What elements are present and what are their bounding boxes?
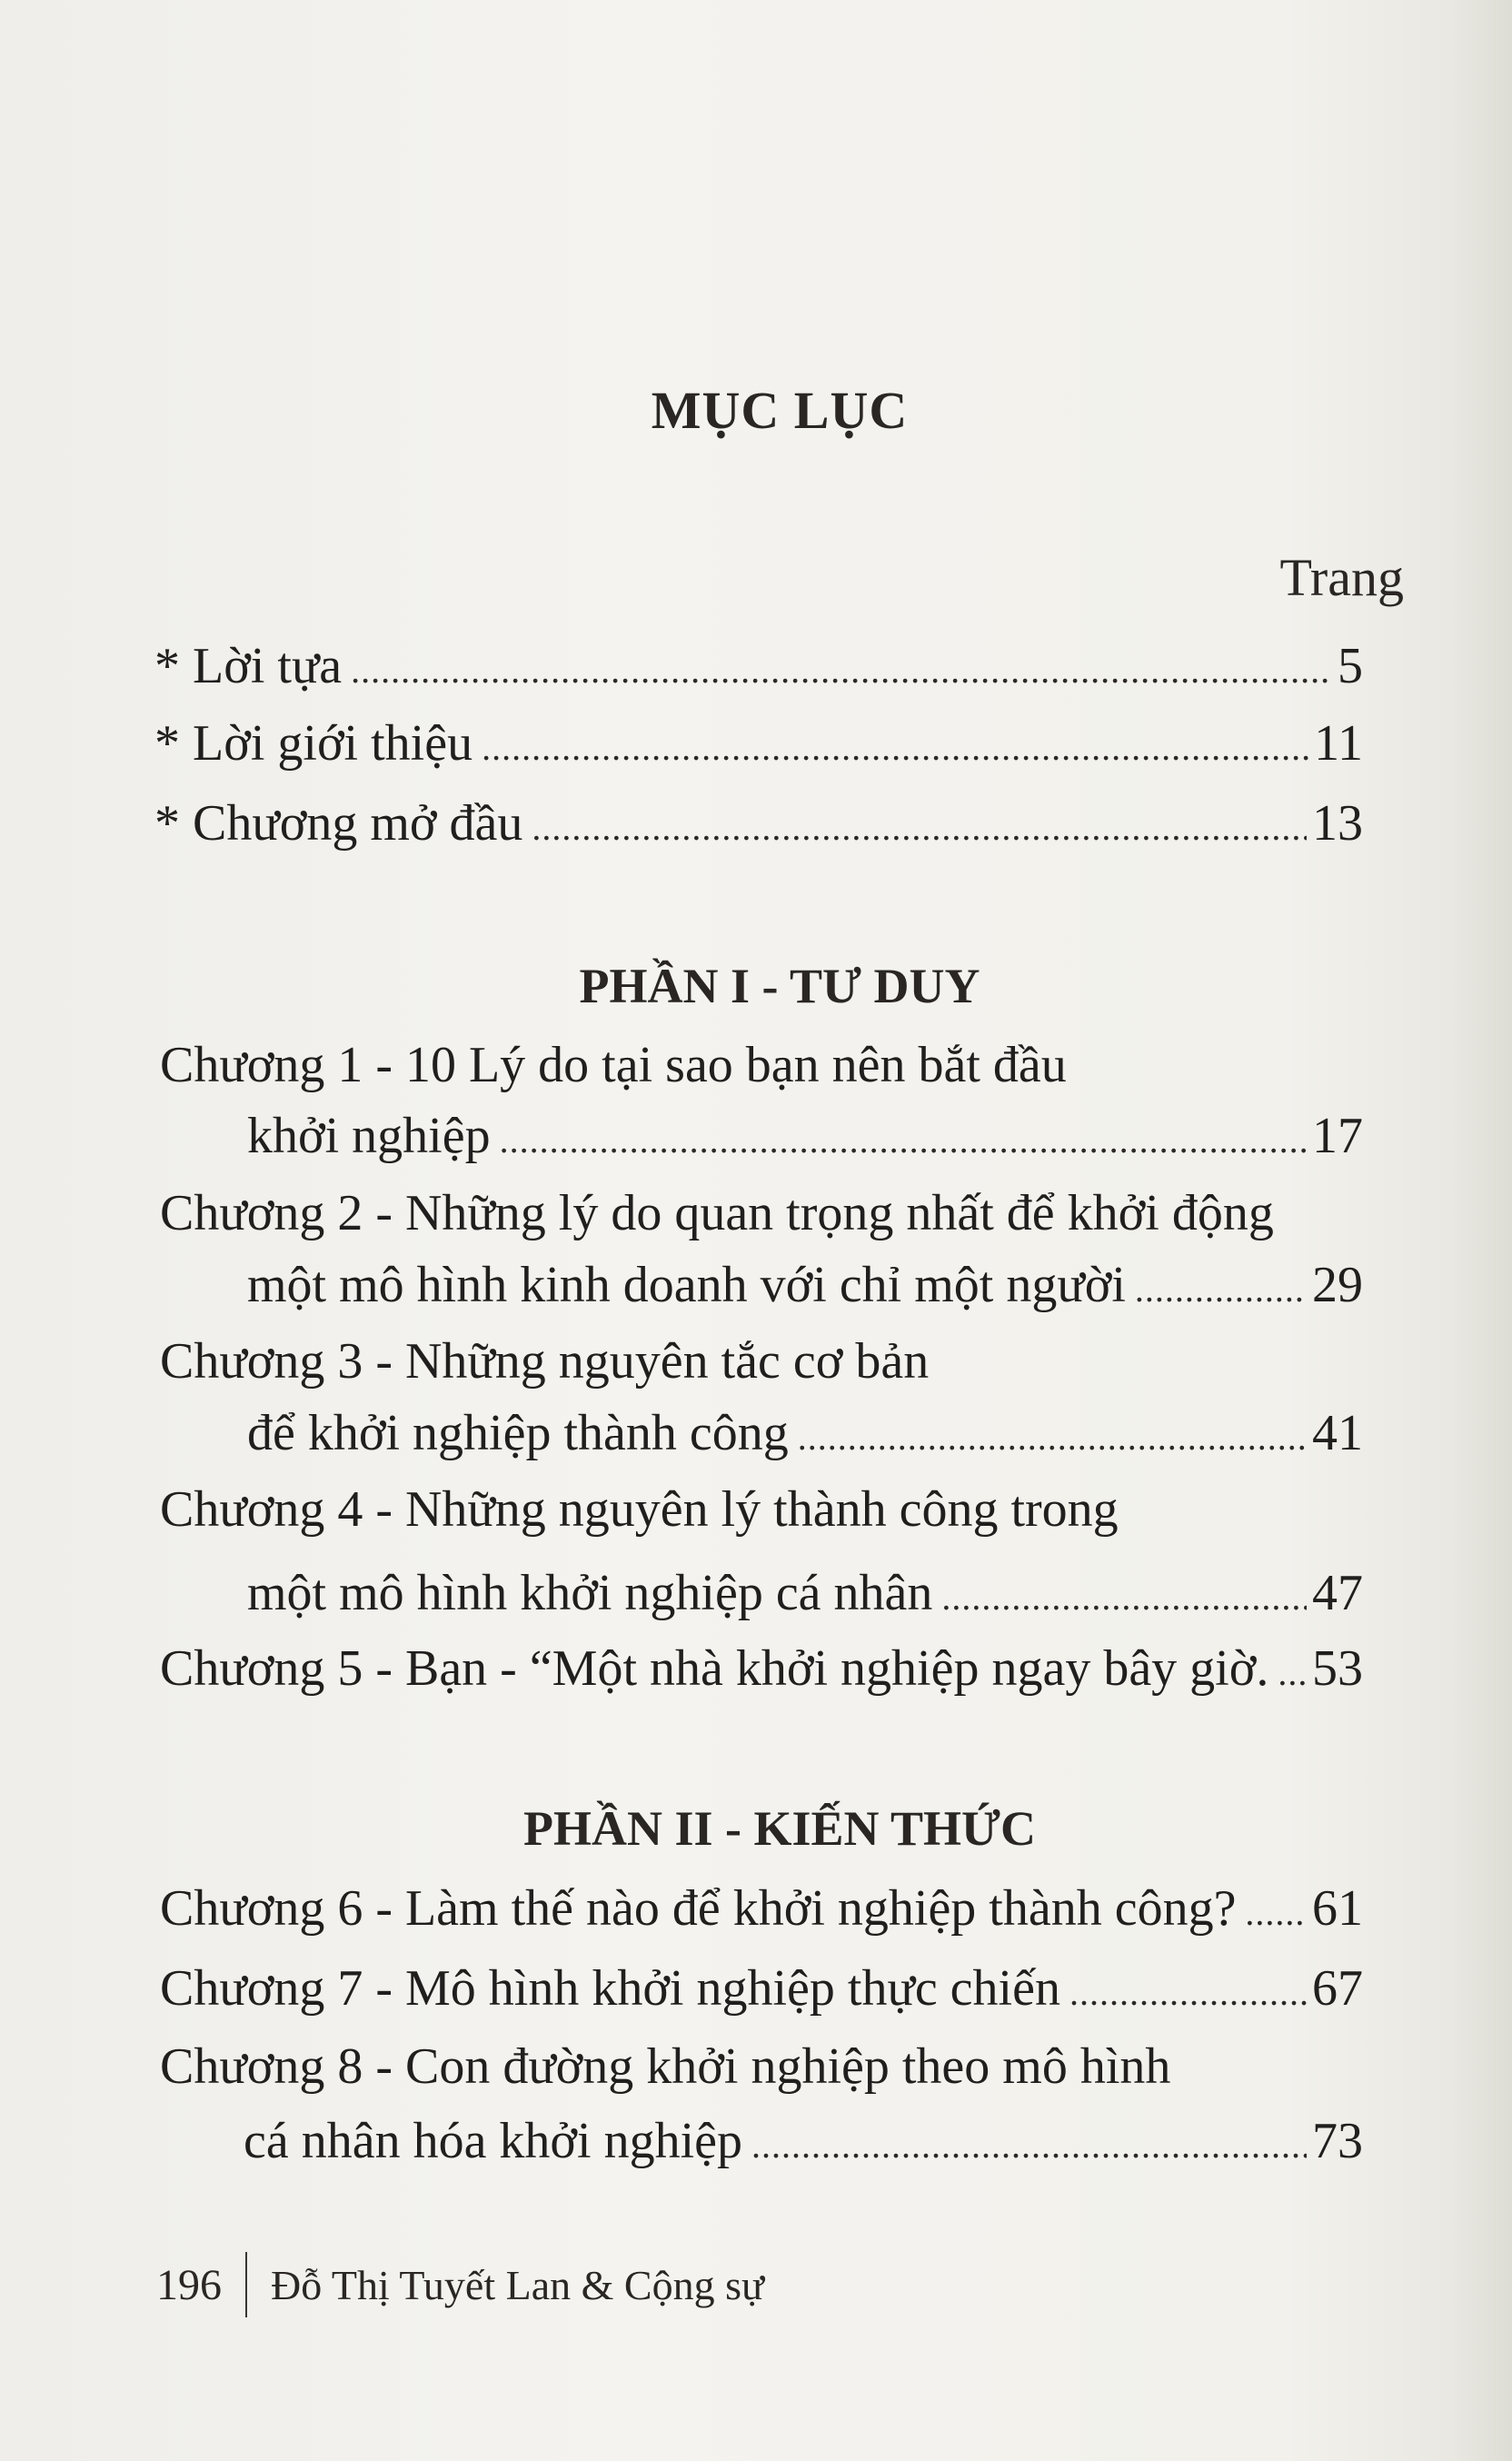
dot-leader — [482, 730, 1308, 766]
toc-entry-label: một mô hình khởi nghiệp cá nhân — [247, 1565, 933, 1621]
dot-leader — [941, 1579, 1307, 1616]
toc-entry-page: 17 — [1312, 1108, 1363, 1164]
toc-entry-page: 5 — [1338, 638, 1363, 694]
toc-entry-chapter-3 — [247, 1405, 1363, 1461]
dot-leader — [751, 2127, 1307, 2164]
chapter-3-title: Chương 3 - Những nguyên tắc cơ bản — [160, 1333, 930, 1390]
toc-entry-loi-gioi-thieu — [154, 715, 1363, 772]
toc-entry-label: để khởi nghiệp thành công — [247, 1405, 789, 1461]
toc-entry-page: 61 — [1312, 1880, 1363, 1937]
dot-leader — [798, 1420, 1307, 1456]
dot-leader — [532, 810, 1307, 846]
toc-entry-chapter-5 — [160, 1640, 1363, 1697]
toc-entry-page: 53 — [1312, 1640, 1363, 1697]
toc-entry-page: 41 — [1312, 1405, 1363, 1461]
toc-entry-page: 67 — [1312, 1960, 1363, 2017]
toc-entry-label: Chương 6 - Làm thế nào để khởi nghiệp thành công? — [160, 1880, 1237, 1937]
toc-entry-chapter-2 — [247, 1257, 1363, 1313]
dot-leader — [351, 653, 1332, 689]
toc-entry-page: 73 — [1312, 2113, 1363, 2169]
toc-entry-chapter-8 — [244, 2113, 1363, 2169]
footer-author: Đỗ Thị Tuyết Lan & Cộng sự — [271, 2261, 764, 2308]
toc-entry-chapter-7 — [160, 1960, 1363, 2017]
toc-entry-label: khởi nghiệp — [247, 1108, 491, 1164]
toc-entry-page: 29 — [1312, 1257, 1363, 1313]
toc-entry-chapter-1 — [247, 1108, 1363, 1164]
dot-leader — [500, 1122, 1307, 1159]
page-title: MỤC LỤC — [651, 381, 909, 440]
dot-leader — [1245, 1895, 1307, 1931]
toc-entry-label: * Lời tựa — [154, 638, 343, 694]
chapter-2-title: Chương 2 - Những lý do quan trọng nhất để khởi động — [160, 1185, 1274, 1241]
toc-entry-page: 13 — [1312, 795, 1363, 852]
page-footer — [156, 2252, 764, 2317]
chapter-4-title: Chương 4 - Những nguyên lý thành công trong — [160, 1481, 1119, 1538]
dot-leader — [1278, 1655, 1307, 1691]
toc-entry-label: * Chương mở đầu — [154, 795, 523, 852]
toc-entry-page: 47 — [1312, 1565, 1363, 1621]
chapter-8-title: Chương 8 - Con đường khởi nghiệp theo mô hình — [160, 2038, 1171, 2095]
dot-leader — [1069, 1975, 1307, 2011]
toc-entry-label: Chương 7 - Mô hình khởi nghiệp thực chiến — [160, 1960, 1060, 2017]
toc-entry-label: một mô hình kinh doanh với chỉ một người — [247, 1257, 1126, 1313]
footer-divider — [245, 2252, 247, 2317]
toc-entry-loi-tua — [154, 638, 1363, 694]
part2-heading: PHẦN II - KIẾN THỨC — [522, 1801, 1037, 1856]
page-column-label: Trang — [1279, 548, 1404, 607]
part1-heading: PHẦN I - TƯ DUY — [579, 959, 980, 1013]
chapter-1-title: Chương 1 - 10 Lý do tại sao bạn nên bắt đầu — [160, 1037, 1067, 1093]
toc-entry-label: cá nhân hóa khởi nghiệp — [244, 2113, 743, 2169]
toc-entry-label: Chương 5 - Bạn - “Một nhà khởi nghiệp ngay bây giờ. — [160, 1640, 1269, 1697]
dot-leader — [1135, 1271, 1307, 1308]
toc-entry-chapter-4 — [247, 1565, 1363, 1621]
footer-page-number: 196 — [156, 2260, 222, 2309]
toc-entry-page: 11 — [1314, 715, 1363, 772]
toc-entry-label: * Lời giới thiệu — [154, 715, 473, 772]
toc-entry-chuong-mo-dau — [154, 795, 1363, 852]
toc-entry-chapter-6 — [160, 1880, 1363, 1937]
